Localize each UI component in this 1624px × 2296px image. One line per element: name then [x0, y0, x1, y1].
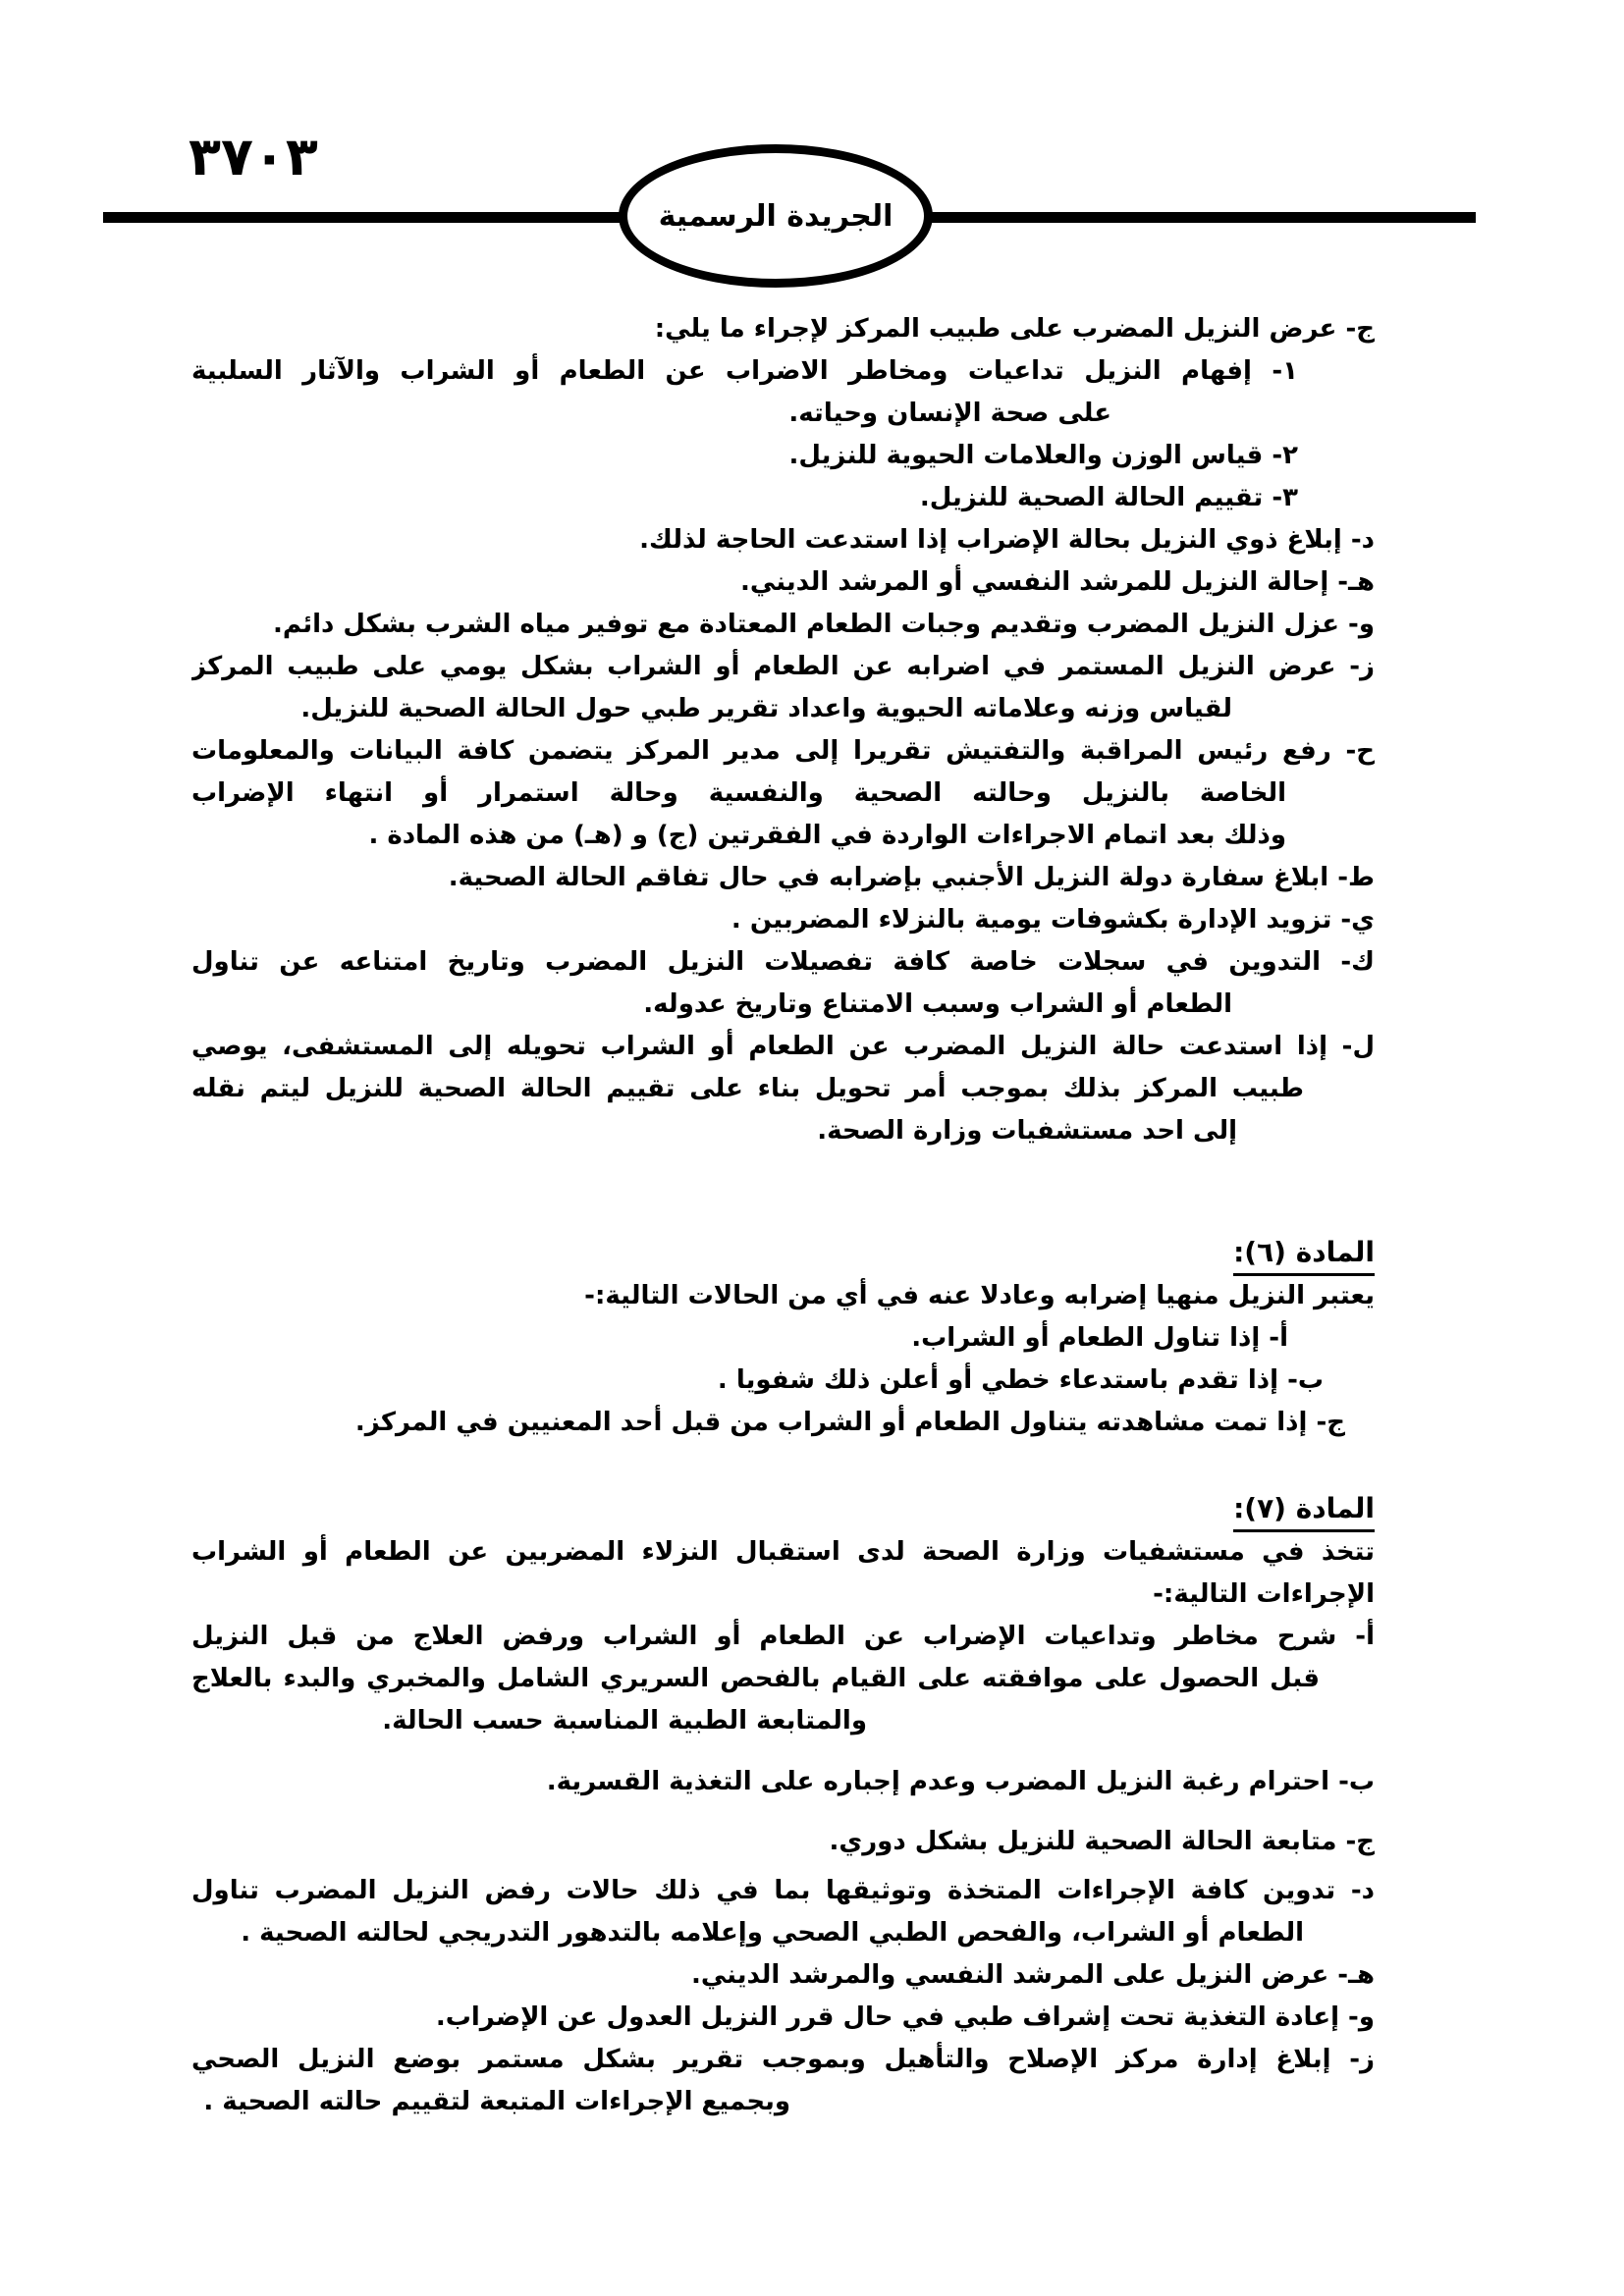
text-line: الإجراءات التالية:- — [1153, 1579, 1375, 1609]
text-line: ج- متابعة الحالة الصحية للنزيل بشكل دوري. — [829, 1827, 1375, 1856]
text-line: إلى احد مستشفيات وزارة الصحة. — [817, 1116, 1237, 1146]
gazette-badge-label: الجريدة الرسمية — [658, 198, 893, 234]
text-line: ح- رفع رئيس المراقبة والتفتيش تقريرا إلى مدير المركز يتضمن كافة البيانات والمعلومات — [191, 736, 1375, 766]
text-line: ب- إذا تقدم باستدعاء خطي أو أعلن ذلك شفويا . — [717, 1365, 1324, 1395]
article-5-continuation — [191, 308, 1375, 1152]
text-line: هـ- عرض النزيل على المرشد النفسي والمرشد الديني. — [691, 1960, 1375, 1990]
text-line: على صحة الإنسان وحياته. — [788, 399, 1111, 428]
text-line: ك- التدوين في سجلات خاصة كافة تفصيلات النزيل المضرب وتاريخ امتناعه عن تناول — [191, 947, 1375, 977]
text-line: ٢- قياس الوزن والعلامات الحيوية للنزيل. — [788, 441, 1298, 470]
text-line: والمتابعة الطبية المناسبة حسب الحالة. — [382, 1706, 867, 1735]
text-line: أ- إذا تناول الطعام أو الشراب. — [911, 1323, 1288, 1353]
article-heading: المادة (٧): — [1233, 1489, 1375, 1532]
text-line: ل- إذا استدعت حالة النزيل المضرب عن الطعام أو الشراب تحويله إلى المستشفى، يوصي — [191, 1032, 1375, 1061]
gazette-badge — [619, 144, 933, 288]
document-body — [191, 308, 1375, 2123]
article-7 — [191, 1489, 1375, 2123]
text-line: ج- عرض النزيل المضرب على طبيب المركز لإجراء ما يلي: — [654, 314, 1375, 344]
text-line: ٣- تقييم الحالة الصحية للنزيل. — [919, 483, 1298, 512]
text-line: د- إبلاغ ذوي النزيل بحالة الإضراب إذا استدعت الحاجة لذلك. — [639, 525, 1375, 555]
text-line: ي- تزويد الإدارة بكشوفات يومية بالنزلاء المضربين . — [731, 905, 1375, 934]
text-line: و- إعادة التغذية تحت إشراف طبي في حال قرر النزيل العدول عن الإضراب. — [435, 2002, 1375, 2032]
text-line: ط- ابلاغ سفارة دولة النزيل الأجنبي بإضرابه في حال تفاقم الحالة الصحية. — [448, 863, 1375, 892]
text-line: هـ- إحالة النزيل للمرشد النفسي أو المرشد الديني. — [740, 567, 1375, 597]
text-line: يعتبر النزيل منهيا إضرابه وعادلا عنه في أي من الحالات التالية:- — [584, 1281, 1375, 1310]
text-line: ز- إبلاغ إدارة مركز الإصلاح والتأهيل وبموجب تقرير بشكل مستمر بوضع النزيل الصحي — [191, 2045, 1375, 2074]
text-line: ١- إفهام النزيل تداعيات ومخاطر الاضراب عن الطعام أو الشراب والآثار السلبية — [191, 356, 1298, 386]
page-number: ٣٧٠٣ — [189, 126, 318, 187]
article-heading: المادة (٦): — [1233, 1233, 1375, 1276]
text-line: طبيب المركز بذلك بموجب أمر تحويل بناء على تقييم الحالة الصحية للنزيل ليتم نقله — [191, 1074, 1304, 1103]
text-line: لقياس وزنه وعلاماته الحيوية واعداد تقرير طبي حول الحالة الصحية للنزيل. — [300, 694, 1232, 723]
text-line: ب- احترام رغبة النزيل المضرب وعدم إجباره على التغذية القسرية. — [546, 1767, 1375, 1796]
text-line: ز- عرض النزيل المستمر في اضرابه عن الطعام أو الشراب بشكل يومي على طبيب المركز — [191, 652, 1375, 681]
text-line: الخاصة بالنزيل وحالته الصحية والنفسية وحالة استمرار أو انتهاء الإضراب — [191, 778, 1286, 808]
text-line: الطعام أو الشراب، والفحص الطبي الصحي وإعلامه بالتدهور التدريجي لحالته الصحية . — [241, 1918, 1304, 1948]
text-line: قبل الحصول على موافقته على القيام بالفحص السريري الشامل والمخبري والبدء بالعلاج — [191, 1664, 1320, 1693]
article-heading-row — [191, 1489, 1375, 1531]
text-line: و- عزل النزيل المضرب وتقديم وجبات الطعام المعتادة مع توفير مياه الشرب بشكل دائم. — [273, 610, 1375, 639]
text-line: تتخذ في مستشفيات وزارة الصحة لدى استقبال النزلاء المضربين عن الطعام أو الشراب — [191, 1537, 1375, 1567]
article-heading-row — [191, 1233, 1375, 1275]
article-6 — [191, 1233, 1375, 1444]
text-line: د- تدوين كافة الإجراءات المتخذة وتوثيقها بما في ذلك حالات رفض النزيل المضرب تناول — [191, 1876, 1375, 1905]
text-line: وذلك بعد اتمام الاجراءات الواردة في الفقرتين (ج) و (هـ) من هذه المادة . — [368, 821, 1286, 850]
text-line: ج- إذا تمت مشاهدته يتناول الطعام أو الشراب من قبل أحد المعنيين في المركز. — [354, 1408, 1345, 1437]
text-line: الطعام أو الشراب وسبب الامتناع وتاريخ عدوله. — [643, 989, 1232, 1019]
text-line: وبجميع الإجراءات المتبعة لتقييم حالته الصحية . — [203, 2087, 790, 2116]
text-line: أ- شرح مخاطر وتداعيات الإضراب عن الطعام أو الشراب ورفض العلاج من قبل النزيل — [191, 1622, 1375, 1651]
